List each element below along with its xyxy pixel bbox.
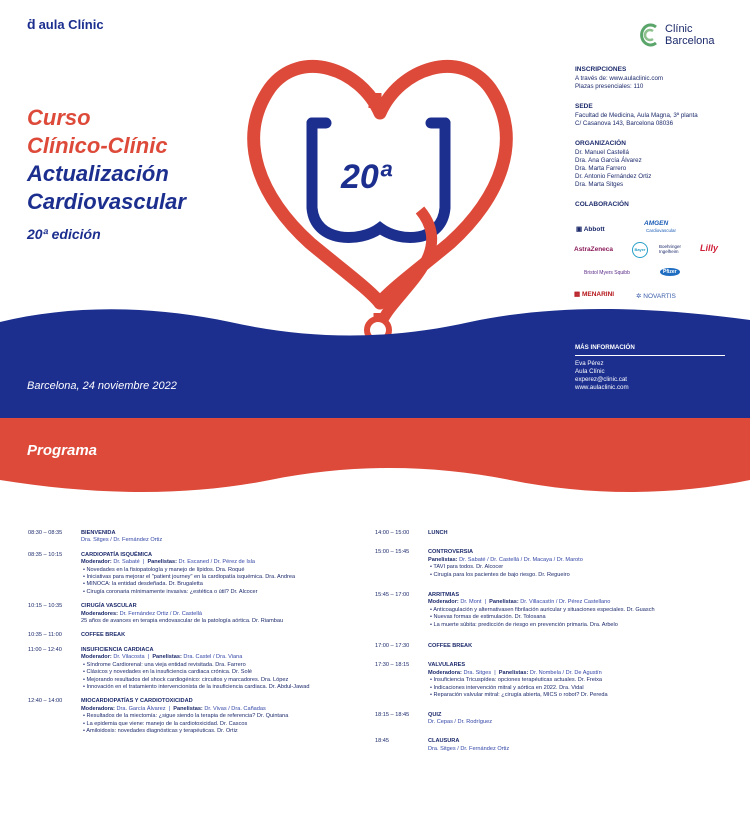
clinic-logo-line1: Clínic: [665, 23, 693, 35]
talk-item: • Iniciativas para mejorar el "patient journey" en la cardiopatía isquémica. Dra. Andrea: [81, 574, 358, 581]
place-date: Barcelona, 24 noviembre 2022: [27, 380, 177, 392]
organizer: Dra. Ana García Álvarez: [575, 157, 642, 164]
talk-item: • MINOCA: la entidad desdeñada. Dr. Brugaletta: [81, 581, 358, 588]
heart-edition-number: 20ª: [341, 158, 392, 196]
sponsor-menarini-logo: ▦ MENARINI: [574, 291, 615, 298]
red-wave-band: [0, 418, 750, 498]
sponsor-pfizer-logo: Pfizer: [660, 268, 680, 276]
sede-block: [575, 103, 745, 128]
session-time: 10:15 – 10:35: [28, 603, 63, 610]
colaboracion-heading: COLABORACIÓN: [575, 201, 629, 208]
session-row: 08:35 – 10:15 CARDIOPATÍA ISQUÉMICA Moderador: Dr. Sabaté | Panelistas: Dr. Escaned / Dr. Pérez de Isla • Novedades en la fisiopatología y manejo de lípidos. Dra. Roqué • Iniciativas para mejorar el "patient journey" en la cardiopatía isquémica. Dra. Andrea • MINOCA: la entidad desdeñada. Dr. Brugaletta • Cirugía coronaria mínimamente invasiva: ¿estética o útil? Dr. Alcocer: [28, 552, 358, 596]
aula-logo-text: aula Clínic: [38, 16, 104, 32]
session-title: LUNCH: [428, 530, 448, 536]
session-title: ARRITMIAS: [428, 592, 460, 599]
talk-item: • Síndrome Cardiorenal: una vieja entidad revisitada. Dra. Farrero: [81, 662, 358, 669]
organizacion-block: [575, 140, 745, 189]
session-row: 17:30 – 18:15 VALVULARES Moderadora: Dra. Sitges | Panelistas: Dr. Nombela / Dr. De Agustín • Insuficiencia Tricuspídea: opciones terapéuticas actuales. Dr. Freixa • Indicaciones intervención mitral y aórtica en 2022. Dra. Vidal • Reparación valvular mitral: ¿cirugía abierta, MICS o robot? Dr. Pereda: [375, 662, 725, 699]
info-column: [575, 66, 745, 221]
session-row: 12:40 – 14:00 MIOCARDIOPATÍAS Y CARDIOTOXICIDAD Moderadora: Dra. García Álvarez | Panelistas: Dr. Vivas / Dra. Cañadas • Resultados de la miectomía: ¿sigue siendo la terapia de referencia? Dr. Quintana • La epidemia que viene: manejo de la cardiotoxicidad. Dr. Cascos • Amiloidosis: novedades diagnósticas y terapéuticas. Dr. Ortiz: [28, 698, 358, 735]
title-line2: Clínico-Clínic: [27, 133, 168, 158]
inscripciones-plazas: Plazas presenciales: 110: [575, 83, 644, 90]
session-speakers: Dra. Sitges / Dr. Fernández Ortiz: [81, 537, 163, 544]
session-row: 15:45 – 17:00 ARRITMIAS Moderador: Dr. Mont | Panelistas: Dr. Villacastín / Dr. Pérez Castellano • Anticoagulación y alternativasen fibrilación auricular y situaciones especiales. Dr. Guasch • Nuevas formas de estimulación. Dr. Tolosana • La muerte súbita: predicción de riesgo en prevención primaria. Dra. Arbelo: [375, 592, 725, 629]
session-title: INSUFICIENCIA CARDIACA: [81, 646, 154, 653]
talk-item: • La epidemia que viene: manejo de la cardiotoxicidad. Dr. Cascos: [81, 721, 358, 728]
program-left-column: [28, 530, 358, 742]
session-title: COFFEE BREAK: [81, 632, 126, 639]
session-title: CIRUGÍA VASCULAR: [81, 603, 137, 610]
session-time: 15:00 – 15:45: [375, 549, 410, 556]
organizer: Dr. Antonio Fernández Ortiz: [575, 173, 652, 180]
contact-org: Aula Clínic: [575, 368, 605, 375]
clinic-logo-icon: [638, 22, 660, 48]
organizer: Dra. Marta Sitges: [575, 181, 624, 188]
sede-line1: Facultad de Medicina, Aula Magna, 3ª planta: [575, 112, 698, 119]
inscripciones-heading: INSCRIPCIONES: [575, 66, 627, 73]
sponsor-bayer-logo: Bayer: [632, 242, 648, 258]
session-row: [375, 738, 725, 753]
inscripciones-web[interactable]: A través de: www.aulaclinic.com: [575, 75, 664, 82]
clinic-logo-line2: Barcelona: [665, 35, 715, 47]
session-row: 10:15 – 10:35 CIRUGÍA VASCULAR Moderadores: Dr. Fernández Ortiz / Dr. Castellá 25 años de avances en terapia endovascular de la patología aórtica. Dr. Riambau: [28, 603, 358, 625]
sponsor-novartis-logo: ✲ NOVARTIS: [636, 293, 676, 300]
aula-clinic-logo[interactable]: [27, 16, 104, 32]
clinic-barcelona-logo[interactable]: [638, 22, 715, 48]
talk-item: 25 años de avances en terapia endovascular de la patología aórtica. Dr. Riambau: [81, 618, 284, 625]
session-speakers: Dr. Cepas / Dr. Rodríguez: [428, 718, 493, 725]
session-title: QUIZ: [428, 711, 442, 718]
sponsor-boehringer-logo: Boehringer Ingelheim: [659, 244, 682, 254]
talk-item: • Clásicos y novedades en la insuficiencia cardiaca crónica. Dr. Solé: [81, 669, 358, 676]
edition-label: 20ª edición: [27, 226, 101, 242]
session-row: [375, 712, 725, 727]
session-time: 18:15 – 18:45: [375, 711, 410, 718]
session-time: 12:40 – 14:00: [28, 698, 63, 705]
talk-item: • Resultados de la miectomía: ¿sigue siendo la terapia de referencia? Dr. Quintana: [81, 713, 358, 720]
talk-item: • Mejorando resultados del shock cardiogénico: circuitos y marcadores. Dra. López: [81, 677, 358, 684]
title-line3: Actualización: [27, 161, 169, 186]
talk-item: • Cirugía coronaria mínimamente invasiva: ¿estética o útil? Dr. Alcocer: [81, 589, 358, 596]
session-row: [375, 643, 725, 650]
session-time: 17:30 – 18:15: [375, 662, 410, 669]
talk-item: • TAVI para todos. Dr. Alcocer: [428, 564, 725, 571]
session-title: VALVULARES: [428, 662, 466, 669]
sponsor-amgen-logo: AMGEN: [644, 220, 669, 227]
session-title: BIENVENIDA: [81, 530, 116, 536]
sponsor-astrazeneca-logo: AstraZeneca: [574, 246, 614, 253]
session-row: [375, 530, 725, 537]
session-title: CONTROVERSIA: [428, 549, 474, 556]
session-time: 08:35 – 10:15: [28, 551, 63, 558]
title-line4: Cardiovascular: [27, 189, 186, 214]
session-time: 14:00 – 15:00: [375, 530, 410, 536]
session-row: 15:00 – 15:45 CONTROVERSIA Panelistas: Dr. Sabaté / Dr. Castellá / Dr. Macaya / Dr. Maroto • TAVI para todos. Dr. Alcocer • Cirugía para los pacientes de bajo riesgo. Dr. Regueiro: [375, 549, 725, 579]
talk-item: • Indicaciones intervención mitral y aórtica en 2022. Dra. Vidal: [428, 685, 725, 692]
course-title: [27, 104, 186, 242]
session-time: 15:45 – 17:00: [375, 592, 410, 599]
talk-item: • Anticoagulación y alternativasen fibrilación auricular y situaciones especiales. Dr. Guasch: [428, 607, 725, 614]
session-title: MIOCARDIOPATÍAS Y CARDIOTOXICIDAD: [81, 698, 193, 705]
sede-heading: SEDE: [575, 103, 593, 110]
talk-item: • La muerte súbita: predicción de riesgo en prevención primaria. Dra. Arbelo: [428, 622, 725, 629]
sede-line2: C/ Casanova 143, Barcelona 08036: [575, 120, 674, 127]
talk-item: • Amiloidosis: novedades diagnósticas y terapéuticas. Dr. Ortiz: [81, 728, 358, 735]
session-time: 18:45: [375, 738, 389, 745]
session-title: COFFEE BREAK: [428, 643, 473, 650]
contact-email[interactable]: experez@clinic.cat: [575, 376, 628, 383]
session-time: 11:00 – 12:40: [28, 646, 62, 653]
talk-item: • Reparación valvular mitral: ¿cirugía abierta, MICS o robot? Dr. Pereda: [428, 692, 725, 699]
organizer: Dra. Marta Farrero: [575, 165, 627, 172]
session-speakers: Dra. Sitges / Dr. Fernández Ortiz: [428, 745, 510, 752]
session-time: 10:35 – 11:00: [28, 632, 62, 639]
programa-heading: Programa: [27, 442, 98, 459]
talk-item: • Innovación en el tratamiento intervencionista de la insuficiencia cardiaca. Dr. Abdul-Jawad: [81, 684, 358, 691]
colaboracion-block: [575, 201, 745, 209]
contact-web[interactable]: www.aulaclinic.com: [575, 384, 629, 391]
organizacion-heading: ORGANIZACIÓN: [575, 140, 626, 147]
talk-item: • Novedades en la fisiopatología y manejo de lípidos. Dra. Roqué: [81, 567, 358, 574]
sponsor-amgen-sub: Cardiovascular: [646, 228, 677, 233]
talk-item: • Cirugía para los pacientes de bajo riesgo. Dr. Regueiro: [428, 572, 725, 579]
contact-heading: MÁS INFORMACIÓN: [575, 344, 725, 356]
contact-name: Eva Pérez: [575, 360, 604, 367]
title-line1: Curso: [27, 105, 91, 130]
session-title: CARDIOPATÍA ISQUÉMICA: [81, 551, 153, 558]
session-row: [28, 530, 358, 545]
sponsor-lilly-logo: Lilly: [700, 243, 719, 253]
session-time: 17:00 – 17:30: [375, 643, 410, 650]
sponsor-bms-logo: Bristol Myers Squibb: [584, 270, 630, 276]
session-time: 08:30 – 08:35: [28, 530, 63, 536]
talk-item: • Nuevas formas de estimulación. Dr. Tolosana: [428, 614, 725, 621]
aula-logo-mark-icon: ḋ: [27, 16, 36, 32]
sponsor-logos: [574, 218, 744, 308]
sponsor-abbott-logo: ▣ Abbott: [576, 226, 605, 233]
organizer: Dr. Manuel Castellá: [575, 149, 629, 156]
contact-block: [575, 344, 725, 392]
program-right-column: [375, 530, 725, 760]
session-row: 11:00 – 12:40 INSUFICIENCIA CARDIACA Moderador: Dr. Vilacosta | Panelistas: Dra. Castel / Dra. Viana • Síndrome Cardiorenal: una vieja entidad revisitada. Dra. Farrero • Clásicos y novedades en la insuficiencia cardiaca crónica. Dr. Solé • Mejorando resultados del shock cardiogénico: circuitos y marcadores. Dra. López • Innovación en el tratamiento intervencionista de la insuficiencia cardiaca. Dr. Abdul-Jawad: [28, 647, 358, 691]
talk-item: • Insuficiencia Tricuspídea: opciones terapéuticas actuales. Dr. Freixa: [428, 677, 725, 684]
session-row: [28, 632, 358, 639]
session-title: CLAUSURA: [428, 738, 460, 745]
inscripciones-block: [575, 66, 745, 91]
